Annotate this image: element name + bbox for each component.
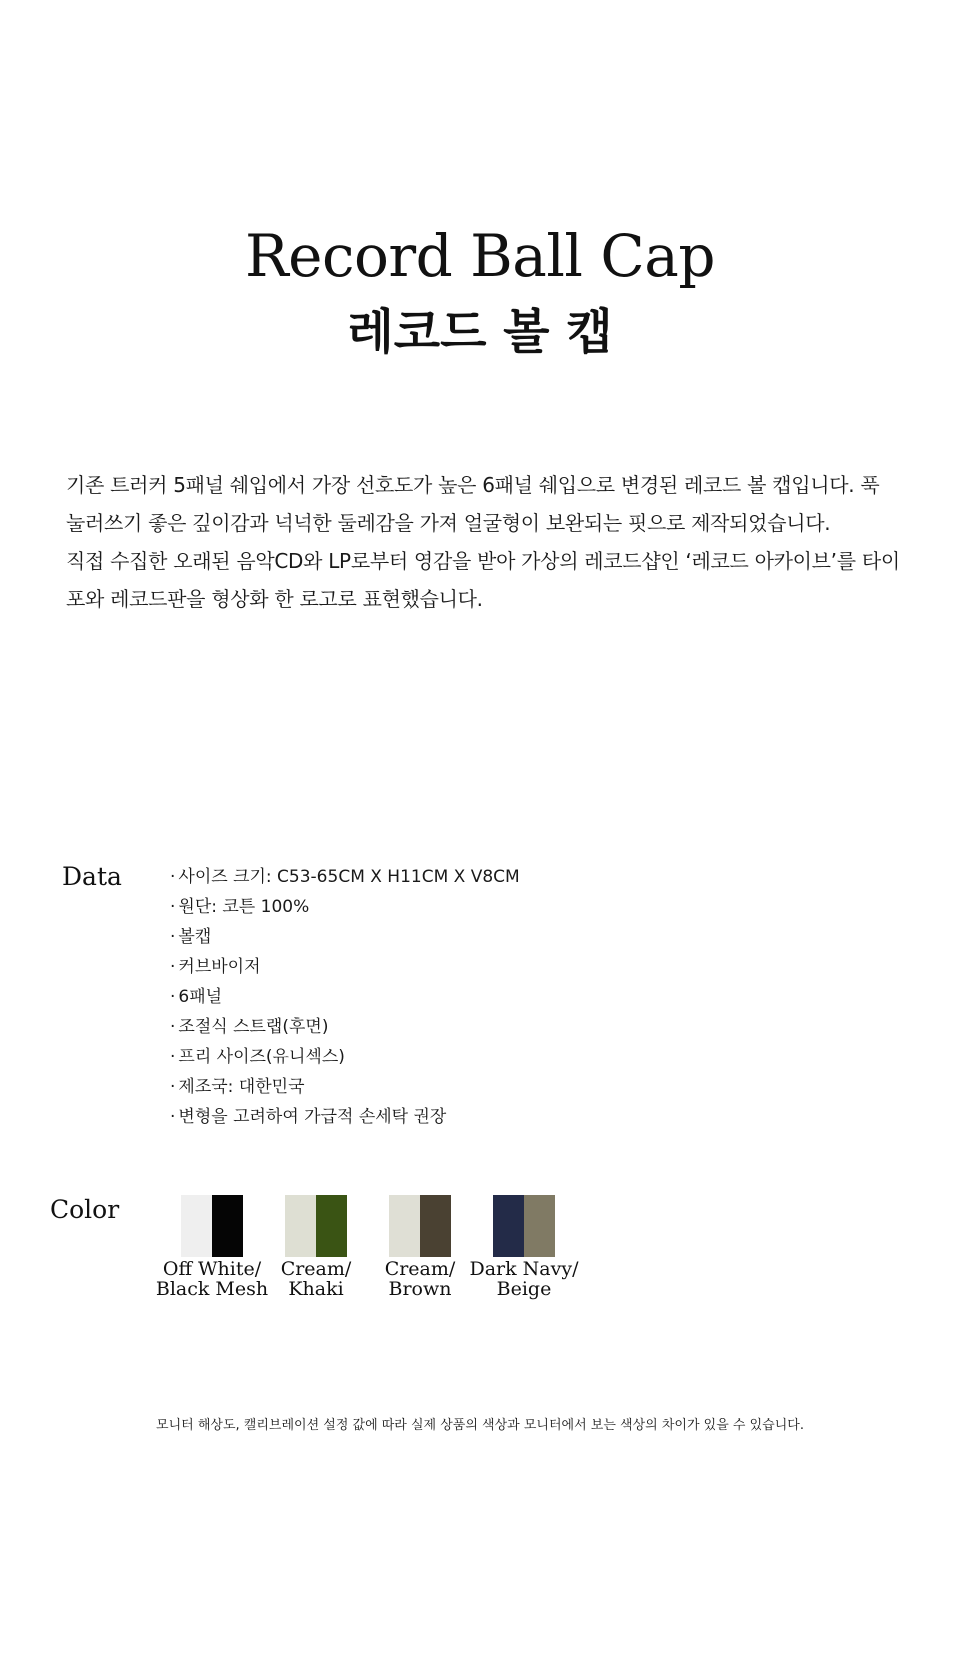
color-chip xyxy=(285,1195,347,1257)
spec-item xyxy=(170,982,520,1012)
spec-item-text: 볼캡 xyxy=(178,927,212,947)
color-option-name xyxy=(281,1259,352,1299)
description-paragraph: 기존 트러커 5패널 쉐입에서 가장 선호도가 높은 6패널 쉐입으로 변경된 레코드 볼 캡입니다. 푹 눌러쓰기 좋은 깊이감과 넉넉한 둘레감을 가져 얼굴형이 보완되는 핏으로 제작되었습니다. xyxy=(66,473,880,535)
color-option-cream-khaki[interactable] xyxy=(264,1195,368,1299)
color-disclaimer-notice: 모니터 해상도, 캘리브레이션 설정 값에 따라 실제 상품의 색상과 모니터에서 보는 색상의 차이가 있을 수 있습니다. xyxy=(156,1418,804,1433)
color-chip-right xyxy=(420,1195,451,1257)
color-name-line1: Cream/ xyxy=(280,1258,352,1280)
bullet-icon: · xyxy=(170,1017,176,1037)
color-name-line2: Khaki xyxy=(288,1278,344,1300)
product-description xyxy=(66,466,902,618)
color-chip-left xyxy=(285,1195,316,1257)
bullet-icon: · xyxy=(170,897,176,917)
color-swatches xyxy=(155,1195,579,1300)
color-chip-right xyxy=(316,1195,347,1257)
bullet-icon: · xyxy=(170,957,176,977)
bullet-icon: · xyxy=(170,927,176,947)
spec-item xyxy=(170,952,520,982)
color-chip xyxy=(493,1195,555,1257)
spec-item-text: 사이즈 크기: C53-65CM X H11CM X V8CM xyxy=(178,867,520,887)
spec-item xyxy=(170,922,520,952)
bullet-icon: · xyxy=(170,1047,176,1067)
product-title-korean: 레코드 볼 캡 xyxy=(347,304,613,360)
color-name-line2: Black Mesh xyxy=(155,1278,269,1300)
color-chip xyxy=(181,1195,243,1257)
spec-item-text: 조절식 스트랩(후면) xyxy=(178,1017,329,1037)
color-option-name xyxy=(385,1259,456,1299)
product-title-english: Record Ball Cap xyxy=(244,222,715,290)
data-section-label: Data xyxy=(62,862,122,891)
color-chip-left xyxy=(181,1195,212,1257)
description-paragraph: 직접 수집한 오래된 음악CD와 LP로부터 영감을 받아 가상의 레코드샵인 ‘레코드 아카이브’를 타이포와 레코드판을 형상화 한 로고로 표현했습니다. xyxy=(66,549,900,611)
spec-item xyxy=(170,1012,520,1042)
color-name-line2: Beige xyxy=(496,1278,552,1300)
spec-item-text: 프리 사이즈(유니섹스) xyxy=(178,1047,345,1067)
spec-item-text: 6패널 xyxy=(178,987,223,1007)
color-name-line1: Dark Navy/ xyxy=(469,1258,579,1280)
color-chip-right xyxy=(524,1195,555,1257)
bullet-icon: · xyxy=(170,867,176,887)
color-chip xyxy=(389,1195,451,1257)
color-option-dark-navy-beige[interactable] xyxy=(469,1195,579,1300)
color-chip-left xyxy=(493,1195,524,1257)
bullet-icon: · xyxy=(170,987,176,1007)
spec-item-text: 원단: 코튼 100% xyxy=(178,897,310,917)
color-chip-left xyxy=(389,1195,420,1257)
color-section-label: Color xyxy=(50,1195,120,1224)
spec-item-text: 커브바이저 xyxy=(178,957,261,977)
spec-item-text: 변형을 고려하여 가급적 손세탁 권장 xyxy=(178,1107,447,1127)
color-option-name xyxy=(469,1259,578,1299)
spec-item-text: 제조국: 대한민국 xyxy=(178,1077,305,1097)
spec-item xyxy=(170,1072,520,1102)
color-option-name xyxy=(156,1259,268,1299)
color-name-line1: Off White/ xyxy=(162,1258,262,1280)
spec-list xyxy=(170,862,520,1132)
spec-item xyxy=(170,892,520,922)
spec-item xyxy=(170,1042,520,1072)
color-option-off-white-black-mesh[interactable] xyxy=(155,1195,269,1300)
spec-item xyxy=(170,862,520,892)
color-chip-right xyxy=(212,1195,243,1257)
color-name-line1: Cream/ xyxy=(384,1258,456,1280)
color-option-cream-brown[interactable] xyxy=(368,1195,472,1299)
bullet-icon: · xyxy=(170,1107,176,1127)
spec-item xyxy=(170,1102,520,1132)
color-name-line2: Brown xyxy=(388,1278,452,1300)
bullet-icon: · xyxy=(170,1077,176,1097)
